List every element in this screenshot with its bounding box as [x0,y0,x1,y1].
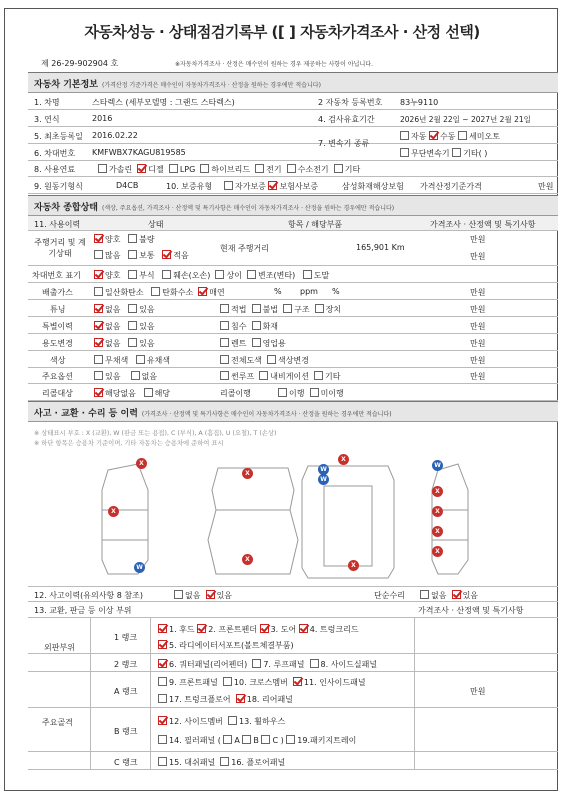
checkbox-checked[interactable] [94,388,103,397]
checkbox[interactable] [400,131,409,140]
checkbox[interactable] [128,250,137,259]
car-name-value: 스타렉스 (세부모델명 : 그랜드 스타렉스) [92,98,235,107]
checkbox-checked[interactable] [452,590,461,599]
text-cell: 13. 교환, 판금 등 이상 부위 [34,606,132,615]
row-color [28,351,558,368]
weld-marker: W [318,464,329,475]
checkbox-checked[interactable] [158,624,167,633]
text-cell: 3. 연식 [34,115,60,124]
row-fuel [28,161,558,177]
text-cell: 특별이력 [42,322,73,331]
checkbox-checked[interactable] [198,287,207,296]
text-cell: 많음 보통 적음 [94,250,189,261]
text-cell: 가격조사 · 산정액 및 특기사항 [430,220,536,229]
text-cell: 가격조사 · 산정액 및 특기사항 [418,606,524,615]
checkbox[interactable] [151,287,160,296]
text-cell: 주요옵션 [42,372,73,381]
text-cell: 만원 [470,252,486,261]
exchange-marker: X [108,506,119,517]
row-mileage [28,231,558,266]
checkbox[interactable] [128,234,137,243]
checkbox[interactable] [255,164,264,173]
mileage-value: 165,901 Km [356,243,405,252]
main-frame-label: 주요골격 [42,718,73,727]
checkbox[interactable] [220,321,229,330]
checkbox-checked[interactable] [162,250,171,259]
text-cell: 외판부위 [44,643,75,652]
checkbox-checked[interactable] [197,624,206,633]
checkbox[interactable] [334,164,343,173]
checkbox[interactable] [158,757,167,766]
checkbox[interactable] [98,164,107,173]
checkbox-checked[interactable] [299,624,308,633]
checkbox[interactable] [267,355,276,364]
checkbox-checked[interactable] [94,338,103,347]
text-cell: 만원 [470,322,486,331]
checkbox[interactable] [220,304,229,313]
checkbox[interactable] [252,304,261,313]
checkbox[interactable] [94,371,103,380]
section-accident-history: 사고 · 교환 · 수리 등 이력 (가격조사 · 산정액 및 특기사항은 매수인이 자동차가격조사 · 산정을 원하는 경우에만 적습니다) [28,401,558,422]
checkbox[interactable] [128,270,137,279]
exchange-marker: X [338,454,349,465]
checkbox[interactable] [303,270,312,279]
row-recall [28,384,558,401]
text-cell: 12. 사이드멤버 13. 휠하우스 [158,716,285,727]
text-cell: 1 랭크 [114,633,138,642]
section-overall-status: 자동차 종합상태 (색상, 주요옵션, 가격조사 · 산정액 및 특기사항은 매수인이 자동차가격조사 · 산정을 원하는 경우에만 적습니다) [28,195,558,216]
checkbox[interactable] [252,338,261,347]
car-damage-diagram [28,450,558,584]
row-emission [28,283,558,300]
text-cell: 현재 주행거리 [220,244,269,253]
text-cell: 만원 [470,305,486,314]
checkbox[interactable] [252,321,261,330]
text-cell: 상태 [148,220,164,229]
text-cell: 침수 화재 [220,321,278,332]
text-cell: 삼성화재해상보험 [342,182,404,191]
text-cell: 전체도색 색상변경 [220,355,309,366]
weld-marker: W [134,562,145,573]
text-cell: 2026년 2월 22일 ~ 2027년 2월 21일 [400,115,531,124]
text-cell: 무채색 유채색 [94,355,170,366]
checkbox[interactable] [247,270,256,279]
checkbox-checked[interactable] [236,694,245,703]
checkbox[interactable] [94,250,103,259]
checkbox[interactable] [223,735,232,744]
checkbox[interactable] [452,148,461,157]
row-parts-header [28,602,558,618]
text-cell: B 랭크 [114,727,138,736]
checkbox[interactable] [158,694,167,703]
exchange-marker: X [432,546,443,557]
document-number: 제 26-29-902904 호 [41,59,119,68]
legend-note: ※ 하단 항목은 승용차 기준이며, 기타 자동차는 승용차에 준하여 표시 [34,440,224,447]
row-vin-mark [28,266,558,283]
exchange-marker: X [136,458,147,469]
text-cell: 리콜이행 [220,389,251,398]
text-cell: 만원 [470,235,486,244]
text-cell: % [332,287,340,296]
row-rank2 [28,654,558,672]
text-cell: 만원 [470,288,486,297]
text-cell: 2016 [92,114,113,123]
text-cell: 없음 있음 [94,321,155,332]
text-cell: 없음 있음 [420,590,478,601]
checkbox-checked[interactable] [268,181,277,190]
text-cell: 14. 필러패널 ( A B C ) 19.패키지트레이 [158,735,356,746]
text-cell: 17. 트렁크플로어 18. 리어패널 [158,694,293,705]
row-accident-history [28,586,558,602]
text-cell: 썬루프 내비게이션 기타 [220,371,340,382]
text-cell: 만원 [538,182,554,191]
text-cell: 차대번호 표기 [32,271,81,280]
checkbox[interactable] [215,270,224,279]
checkbox[interactable] [128,338,137,347]
row-rankC [28,752,558,770]
text-cell: 2 랭크 [114,660,138,669]
text-cell: 주행거리 및 계기상태 [34,238,86,258]
text-cell: 만원 [470,339,486,348]
text-cell: 리콜대상 [42,389,73,398]
checkbox[interactable] [220,355,229,364]
section-basic-info [28,72,558,93]
checkbox[interactable] [158,677,167,686]
exchange-marker: X [348,560,359,571]
text-cell: 자가보증 보험사보증 [224,181,318,192]
row-special-history [28,317,558,334]
text-cell: 없음 있음 [94,338,155,349]
row-rank1 [28,618,558,654]
row-car-name [28,93,558,110]
text-cell: 6. 차대번호 [34,149,76,158]
checkbox[interactable] [162,270,171,279]
exchange-marker: X [432,486,443,497]
checkbox[interactable] [158,735,167,744]
checkbox[interactable] [169,164,178,173]
checkbox[interactable] [94,287,103,296]
text-cell: 15. 대쉬패널 16. 플로어패널 [158,757,285,768]
text-cell: 해당없음 해당 [94,388,170,399]
checkbox[interactable] [94,355,103,364]
document-title: 자동차성능 · 상태점검기록부 ([ ] 자동차가격조사 · 산정 선택) [84,23,480,41]
text-cell: 용도변경 [42,339,73,348]
checkbox[interactable] [174,590,183,599]
exchange-marker: X [242,468,253,479]
text-cell: 만원 [470,356,486,365]
checkbox[interactable] [315,304,324,313]
exchange-marker: X [242,554,253,565]
vin-value: KMFWBX7KAGU819585 [92,148,186,157]
car-outline-svg [28,450,558,584]
text-cell: ppm [300,287,318,296]
checkbox[interactable] [283,304,292,313]
text-cell: 항목 / 해당부품 [288,220,343,229]
checkbox-checked[interactable] [429,131,438,140]
section-title: 자동차 기본정보 [34,80,98,90]
text-cell: 적법 불법 구조 장치 [220,304,341,315]
checkbox[interactable] [286,735,295,744]
checkbox[interactable] [420,590,429,599]
checkbox[interactable] [278,388,287,397]
checkbox[interactable] [223,677,232,686]
text-cell: 9. 원동기형식 [34,182,83,191]
text-cell: 색상 [50,356,66,365]
text-cell: D4CB [116,181,139,190]
text-cell: 8. 사용연료 [34,165,76,174]
text-cell: 1. 후드 2. 프론트펜더 3. 도어 4. 트렁크리드 [158,624,359,635]
checkbox-checked[interactable] [158,659,167,668]
text-cell: C 랭크 [114,758,138,767]
checkbox[interactable] [224,181,233,190]
checkbox[interactable] [310,388,319,397]
checkbox-checked[interactable] [206,590,215,599]
text-cell: 배출가스 [42,288,73,297]
checkbox[interactable] [310,659,319,668]
row-rankA [28,672,558,708]
text-cell: 6. 쿼터패널(리어펜더) 7. 루프패널 8. 사이드실패널 [158,659,377,670]
checkbox[interactable] [259,371,268,380]
legend-symbols: ※ 상태표시 부호 : X (교환), W (판금 또는 용접), C (부식), A (흠집), U (요철), T (손상) [34,430,277,437]
section-note: (가격산정 기준가격은 매수인이 자동차가격조사 · 산정을 원하는 경우에만 적습니다) [102,82,321,89]
text-cell: 이행 미이행 [278,388,344,399]
exchange-marker: X [432,526,443,537]
text-cell: 만원 [470,372,486,381]
row-use-change [28,334,558,351]
weld-marker: W [432,460,443,471]
checkbox-checked[interactable] [293,677,302,686]
checkbox[interactable] [131,371,140,380]
text-cell: 5. 최초등록일 [34,132,83,141]
row-options [28,368,558,384]
checkbox[interactable] [220,338,229,347]
checkbox-checked[interactable] [94,234,103,243]
text-cell: 10. 보증유형 [166,182,213,191]
text-cell: 튜닝 [50,305,66,314]
checkbox[interactable] [200,164,209,173]
checkbox-checked[interactable] [260,624,269,633]
row-vin [28,144,558,161]
text-cell: 만원 [470,687,486,696]
row-tuning [28,300,558,317]
weld-marker: W [318,474,329,485]
text-cell: 11. 사용이력 [34,220,81,229]
text-cell: 양호 부식 훼손(오손) 상이 변조(변타) 도말 [94,270,329,281]
registration-number: 83누9110 [400,98,439,107]
checkbox[interactable] [144,388,153,397]
checkbox[interactable] [252,659,261,668]
text-cell: 2 자동차 등록번호 [318,98,383,107]
row-engine [28,177,558,194]
checkbox-checked[interactable] [94,321,103,330]
text-cell: A 랭크 [114,687,138,696]
checkbox[interactable] [314,371,323,380]
text-cell: 9. 프론트패널 10. 크로스멤버 11. 인사이드패널 [158,677,366,688]
row-first-registration [28,127,558,148]
checkbox-checked[interactable] [158,716,167,725]
text-cell: 12. 사고이력(유의사항 8 참조) [34,591,143,600]
checkbox[interactable] [261,735,270,744]
text-cell: 5. 라디에이터서포트(볼트체결부품) [158,640,294,651]
checkbox[interactable] [128,321,137,330]
checkbox[interactable] [400,148,409,157]
row-year [28,110,558,127]
text-cell: 1. 차명 [34,98,60,107]
text-cell: 없음 있음 [174,590,232,601]
checkbox[interactable] [220,371,229,380]
text-cell: 가솔린 디젤 LPG 하이브리드 전기 수소전기 기타 [98,164,360,175]
text-cell: 2016.02.22 [92,131,138,140]
text-cell: 없음 있음 [94,304,155,315]
checkbox-checked[interactable] [94,304,103,313]
text-cell: 무단변속기 기타( ) [400,148,487,159]
text-cell: 4. 검사유효기간 [318,115,375,124]
text-cell: 양호 불량 [94,234,155,245]
checkbox[interactable] [128,304,137,313]
row-rankB [28,708,558,752]
checkbox[interactable] [136,355,145,364]
text-cell: 일산화탄소 탄화수소 매연 [94,287,225,298]
checkbox-checked[interactable] [158,640,167,649]
checkbox[interactable] [220,757,229,766]
text-cell: 렌트 영업용 [220,338,286,349]
checkbox[interactable] [287,164,296,173]
checkbox[interactable] [458,131,467,140]
checkbox-checked[interactable] [137,164,146,173]
checkbox-checked[interactable] [94,270,103,279]
text-cell: 있음 없음 [94,371,157,382]
checkbox[interactable] [228,716,237,725]
text-cell: 7. 변속기 종류 [318,139,370,148]
text-cell: 가격산정기준가격 [420,182,482,191]
checkbox[interactable] [242,735,251,744]
overall-table-header [28,216,558,231]
transmission-options: 자동 수동 세미오토 [400,131,500,142]
text-cell: 단순수리 [374,591,405,600]
exchange-marker: X [432,506,443,517]
text-cell: % [274,287,282,296]
price-notice: ※자동차가격조사 · 산정은 매수인이 원하는 경우 제공하는 사항이 아닙니다. [175,61,373,68]
